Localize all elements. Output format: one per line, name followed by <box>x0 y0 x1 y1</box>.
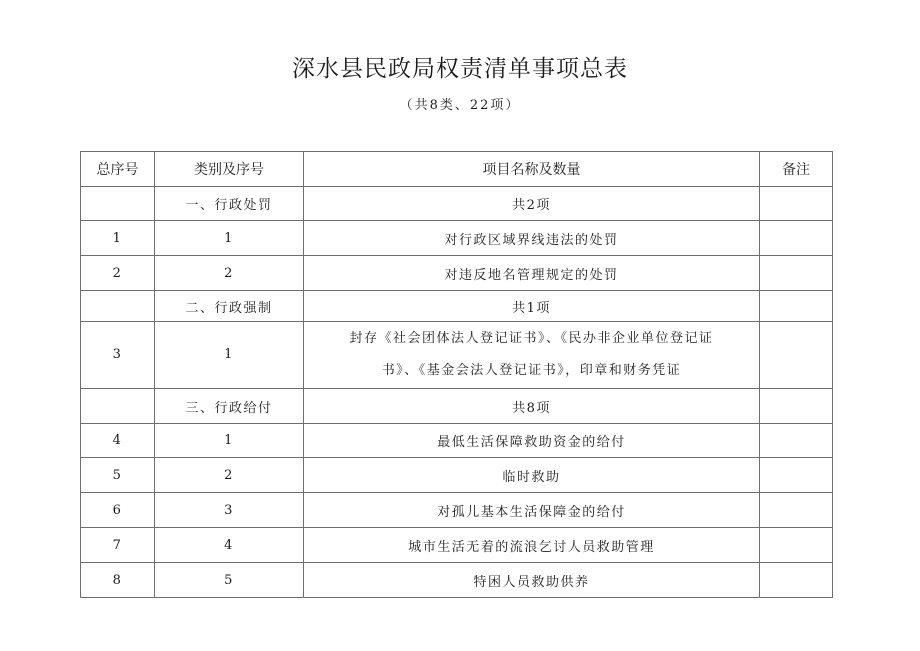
cell-total-number: 4 <box>81 424 155 458</box>
cell-category: 三、行政给付 <box>155 389 304 424</box>
cell-remarks <box>760 322 833 389</box>
table-header-row <box>81 152 833 187</box>
cell-item-name: 对行政区域界线违法的处罚 <box>304 221 760 256</box>
cell-remarks <box>760 256 833 291</box>
cell-total-number: 7 <box>81 528 155 563</box>
category-row <box>81 389 833 424</box>
header-remarks: 备注 <box>760 152 833 187</box>
header-total-number: 总序号 <box>81 152 155 187</box>
cell-category: 5 <box>155 563 304 598</box>
cell-total-number: 1 <box>81 221 155 256</box>
cell-item-name: 临时救助 <box>304 458 760 493</box>
cell-category: 2 <box>155 256 304 291</box>
table-row <box>81 424 833 458</box>
cell-remarks <box>760 187 833 221</box>
item-name-line: 封存《社会团体法人登记证书》、《民办非企业单位登记证 <box>349 331 714 346</box>
cell-category: 2 <box>155 458 304 493</box>
table-row <box>81 528 833 563</box>
cell-category: 1 <box>155 424 304 458</box>
cell-item-name: 共2项 <box>304 187 760 221</box>
table-row <box>81 322 833 389</box>
cell-total-number <box>81 389 155 424</box>
cell-total-number: 6 <box>81 493 155 528</box>
document-title: 深水县民政局权责清单事项总表 <box>292 56 628 82</box>
cell-item-name <box>304 322 760 389</box>
category-row <box>81 291 833 322</box>
cell-total-number: 8 <box>81 563 155 598</box>
item-name-line: 书》、《基金会法人登记证书》，印章和财务凭证 <box>381 363 682 378</box>
cell-category: 1 <box>155 322 304 389</box>
cell-item-name: 城市生活无着的流浪乞讨人员救助管理 <box>304 528 760 563</box>
cell-remarks <box>760 563 833 598</box>
cell-item-name: 共8项 <box>304 389 760 424</box>
cell-total-number <box>81 187 155 221</box>
cell-total-number: 2 <box>81 256 155 291</box>
document-subtitle: （共8类、22项） <box>399 98 521 113</box>
cell-item-name: 特困人员救助供养 <box>304 563 760 598</box>
cell-item-name: 共1项 <box>304 291 760 322</box>
table-row <box>81 256 833 291</box>
table-row <box>81 221 833 256</box>
cell-remarks <box>760 424 833 458</box>
cell-remarks <box>760 291 833 322</box>
duty-list-table <box>80 151 833 598</box>
table-row <box>81 493 833 528</box>
table-row <box>81 458 833 493</box>
table-row <box>81 563 833 598</box>
cell-remarks <box>760 458 833 493</box>
cell-category: 3 <box>155 493 304 528</box>
cell-remarks <box>760 528 833 563</box>
header-item-name: 项目名称及数量 <box>304 152 760 187</box>
cell-total-number: 5 <box>81 458 155 493</box>
cell-total-number <box>81 291 155 322</box>
cell-total-number: 3 <box>81 322 155 389</box>
cell-remarks <box>760 221 833 256</box>
category-row <box>81 187 833 221</box>
cell-category: 二、行政强制 <box>155 291 304 322</box>
header-category-number: 类别及序号 <box>155 152 304 187</box>
cell-category: 一、行政处罚 <box>155 187 304 221</box>
cell-item-name: 最低生活保障救助资金的给付 <box>304 424 760 458</box>
cell-item-name: 对违反地名管理规定的处罚 <box>304 256 760 291</box>
cell-remarks <box>760 389 833 424</box>
cell-category: 4 <box>155 528 304 563</box>
cell-item-name: 对孤儿基本生活保障金的给付 <box>304 493 760 528</box>
cell-remarks <box>760 493 833 528</box>
cell-category: 1 <box>155 221 304 256</box>
